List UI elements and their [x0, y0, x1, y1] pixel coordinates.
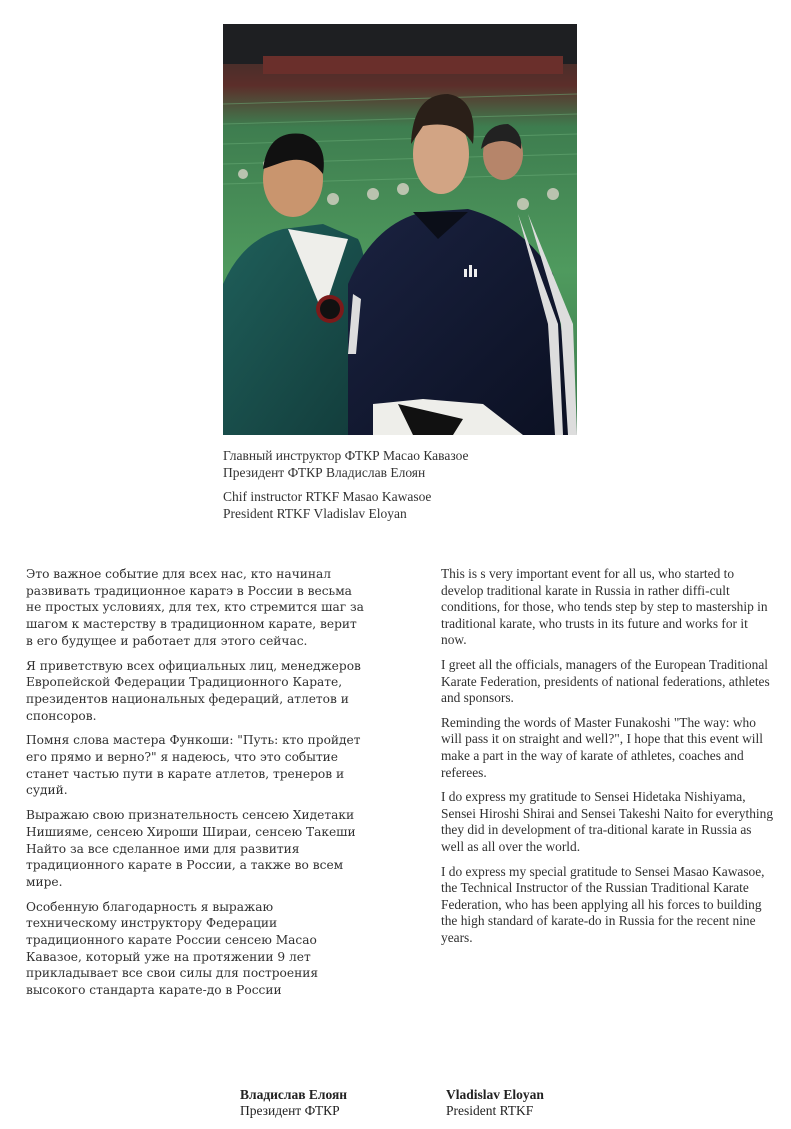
paragraph: I greet all the officials, managers of the European Traditional Karate Federation, presidents of national federations, athletes and sponsors.	[441, 656, 770, 706]
caption-en-line2: President RTKF Vladislav Eloyan	[223, 506, 407, 521]
signature-english	[446, 1087, 544, 1119]
signature-russian	[240, 1087, 347, 1119]
english-text-column	[441, 566, 776, 954]
caption-ru-line2: Президент ФТКР Владислав Елоян	[223, 465, 426, 480]
paragraph: I do express my special gratitude to Sensei Masao Kawasoe, the Technical Instructor of the Russian Traditional Karate Federation, who has been applying all his forces to building the high standard of karate-do in Russia for the recent nine years.	[441, 863, 765, 945]
paragraph: Это важное событие для всех нас, кто начинал развивать традиционное каратэ в России в весьма не простых условиях, для тех, кто стремится шаг за шагом к мастерству в традиционном карате, верит в его будущее и работает для этого сейчас.	[26, 567, 364, 648]
photo	[223, 24, 577, 435]
signature-title: President RTKF	[446, 1103, 534, 1118]
caption-en-line1: Chif instructor RTKF Masao Kawasoe	[223, 489, 432, 504]
paragraph: This is s very important event for all us, who started to develop traditional karate in Russia in rather diffi-cult conditions, for those, who tends step by step to mastership in traditional karate, who trusts in its future and works for it now.	[441, 566, 768, 648]
paragraph: Reminding the words of Master Funakoshi "The way: who will pass it on straight and well?", I hope that this event will make a part in the way of karate of athletes, coaches and referees.	[441, 714, 763, 780]
paragraph: I do express my gratitude to Sensei Hidetaka Nishiyama, Sensei Hiroshi Shirai and Sensei Takeshi Naito for everything they did in development of tra-ditional karate in Russia as well as all over the world.	[441, 789, 774, 854]
caption-english	[223, 488, 431, 522]
russian-text-column	[26, 566, 366, 1007]
paragraph: Особенную благодарность я выражаю техническому инструктору Федерации традиционного карате России сенсею Масао Кавазое, который уже на протяжении 9 лет прикладывает все свои силы для построения высокого стандарта карате-до в России	[26, 899, 319, 998]
caption-russian	[223, 447, 469, 481]
paragraph: Помня слова мастера Функоши: "Путь: кто пройдет его прямо и верно?" я надеюсь, что это событие станет частью пути в карате атлетов, тренеров и судий.	[26, 733, 361, 798]
signature-title: Президент ФТКР	[240, 1103, 340, 1118]
signature-name: Vladislav Eloyan	[446, 1087, 544, 1102]
caption-ru-line1: Главный инструктор ФТКР Масао Кавазое	[223, 448, 469, 463]
paragraph: Выражаю свою признательность сенсею Хидетаки Нишияме, сенсею Хироши Шираи, сенсею Такеши Найто за все сделанное ими для развития традиционного карате в России, а также во всем мире.	[26, 808, 356, 889]
paragraph: Я приветствую всех официальных лиц, менеджеров Европейской Федерации Традиционного Карате, президентов национальных федераций, атлетов и спонсоров.	[26, 658, 361, 723]
signature-name: Владислав Елоян	[240, 1087, 348, 1102]
photo-of-two-men-icon	[223, 24, 577, 435]
